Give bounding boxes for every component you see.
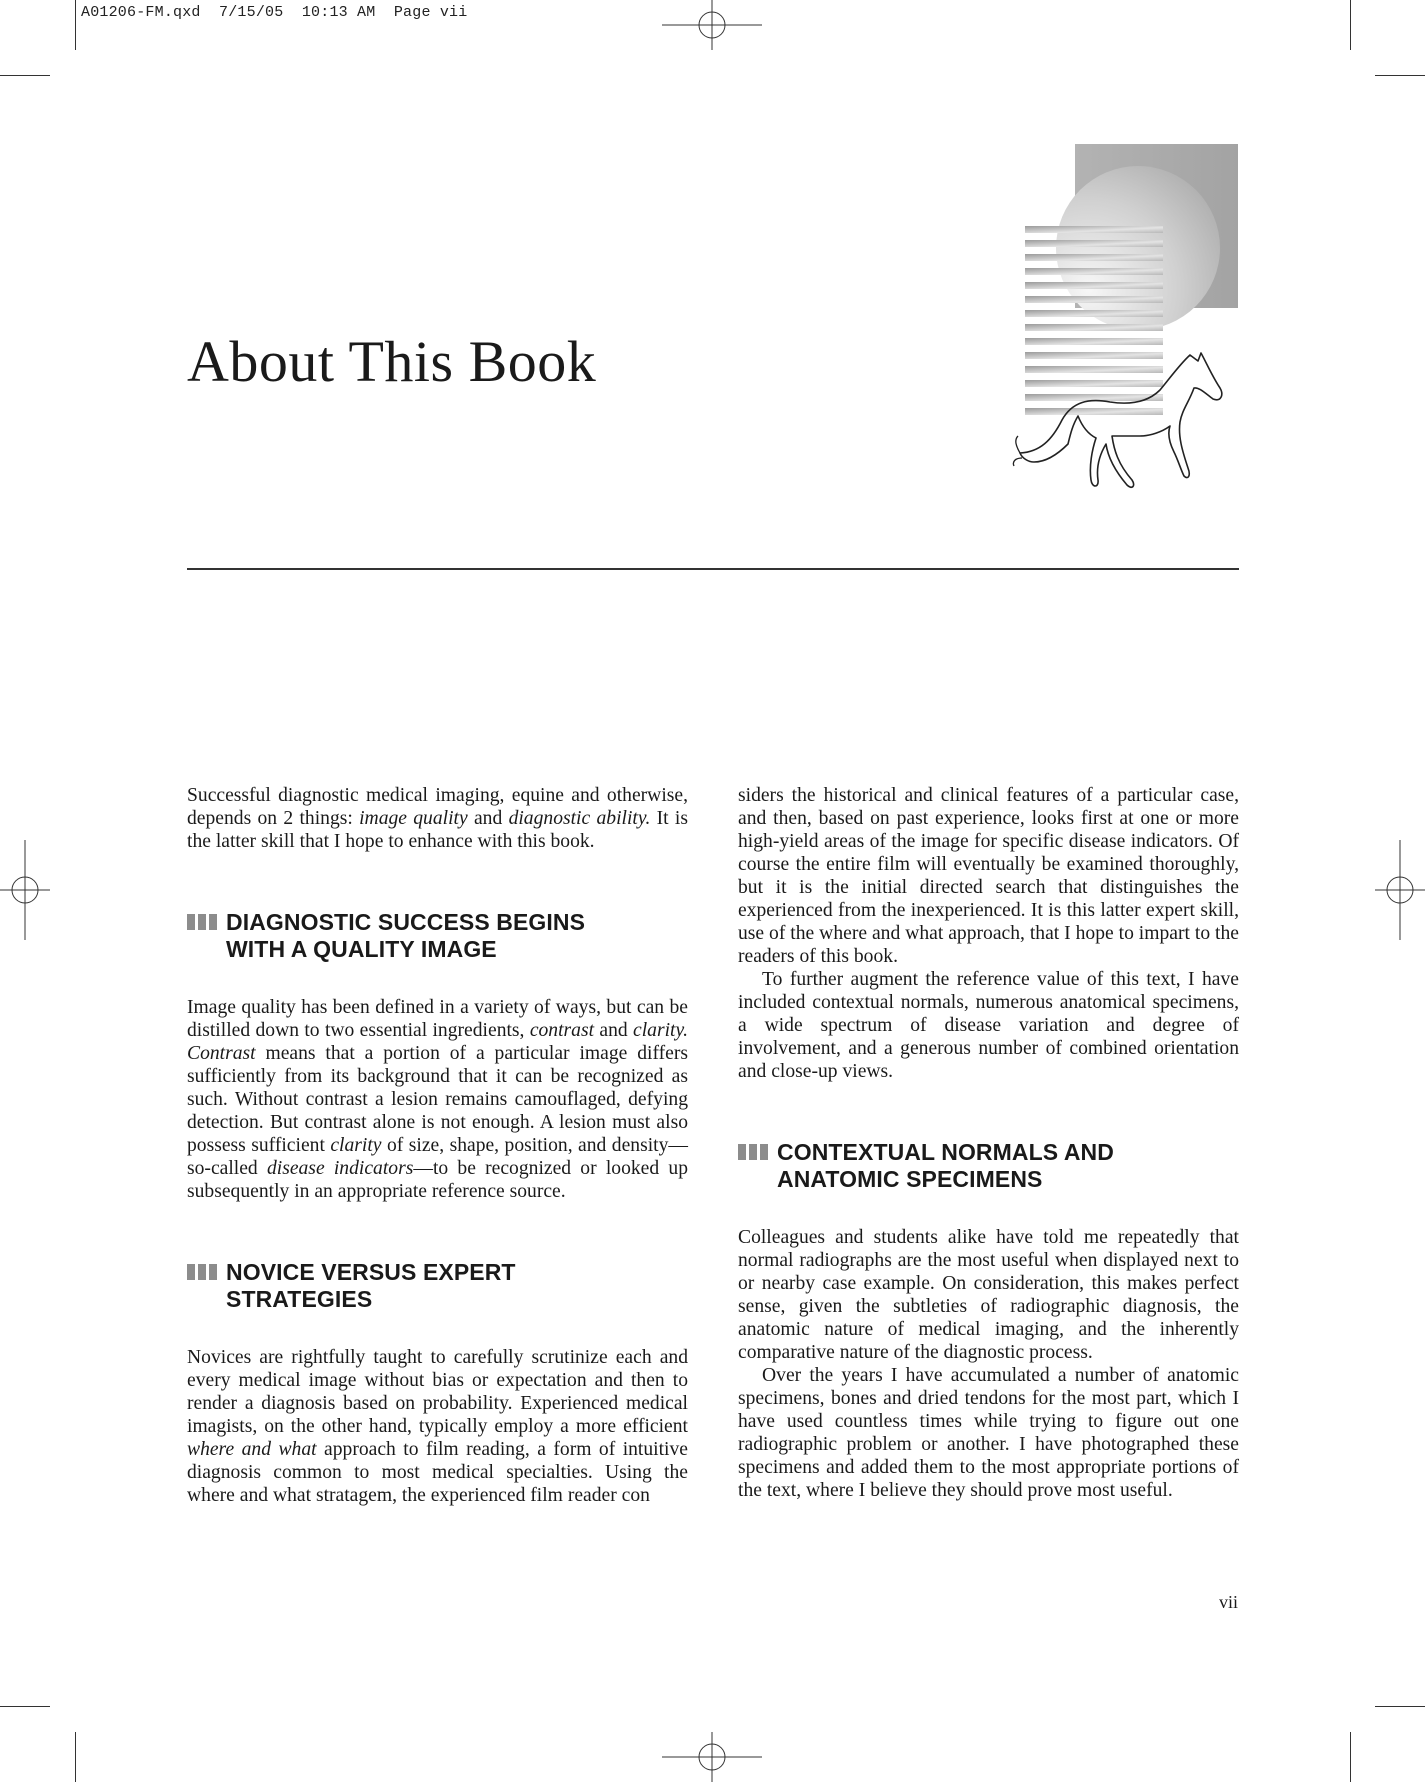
registration-mark-left-icon <box>0 840 50 940</box>
crop-mark-bottom-left-v <box>75 1732 76 1782</box>
intro-paragraph: Successful diagnostic medical imaging, equine and otherwise, depends on 2 things: image quality and diagnostic ability. It is the latter skill that I hope to enhance with this book. <box>187 785 688 852</box>
paragraph-colleagues: Colleagues and students alike have told me repeatedly that normal radiographs are the most useful when displayed next to or nearby case example. On consideration, this makes perfect sense, given the subtleties of radiographic diagnosis, the anatomic nature of medical imaging, and the inherently comparative nature of the diagnostic process. <box>738 1227 1239 1363</box>
heading-bullet-icon <box>187 914 217 930</box>
page-title: About This Book <box>187 329 597 394</box>
crop-mark-top-left-h <box>0 75 50 76</box>
paragraph-reference-value: To further augment the reference value of this text, I have included contextual normals, numerous anatomical specimens, a wide spectrum of disease variation and degree of involvement, and a generous number of combined orientation and close-up views. <box>738 969 1239 1082</box>
paragraph-specimens: Over the years I have accumulated a number of anatomic specimens, bones and dried tendons for the most part, which I have used countless times while trying to figure out one radiographic problem or another. I have photographed these specimens and added them to the most appropriate portions of the text, where I believe they should prove most useful. <box>738 1365 1239 1501</box>
registration-mark-bottom-icon <box>662 1732 762 1782</box>
section-heading-contextual-normals: CONTEXTUAL NORMALS AND ANATOMIC SPECIMENS <box>738 1139 1239 1193</box>
title-rule <box>187 568 1239 570</box>
crop-mark-top-right-h <box>1375 75 1425 76</box>
paragraph-novices-continued: siders the historical and clinical features of a particular case, and then, based on past experience, looks first at one or more high-yield areas of the image for specific disease indicators. Of course the entire film will eventually be examined thoroughly, but it is the initial directed search that distinguishes the experienced from the inexperienced. It is this latter expert skill, use of the where and what approach, that I hope to impart to the readers of this book. <box>738 785 1239 967</box>
printer-slug: A01206-FM.qxd 7/15/05 10:13 AM Page vii <box>81 4 468 21</box>
section-heading-novice-expert: NOVICE VERSUS EXPERT STRATEGIES <box>187 1259 688 1313</box>
section-heading-diagnostic-success: DIAGNOSTIC SUCCESS BEGINS WITH A QUALITY IMAGE <box>187 909 688 963</box>
crop-mark-bottom-right-h <box>1375 1706 1425 1707</box>
heading-bullet-icon <box>187 1264 217 1280</box>
emphasis-image-quality: image quality <box>359 808 468 829</box>
registration-mark-right-icon <box>1375 840 1425 940</box>
right-column <box>738 784 1239 1502</box>
crop-mark-top-left-v <box>75 0 76 50</box>
emphasis-diagnostic-ability: diagnostic ability. <box>508 808 651 829</box>
crop-mark-bottom-right-v <box>1350 1732 1351 1782</box>
horse-gradient-emblem-icon <box>1000 140 1250 540</box>
crop-mark-top-right-v <box>1350 0 1351 50</box>
paragraph-novices: Novices are rightfully taught to carefully scrutinize each and every medical image without bias or expectation and then to render a diagnosis based on probability. Experienced medical imagists, on the other hand, typically employ a more efficient where and what approach to film reading, a form of intuitive diagnosis common to most medical specialties. Using the where and what stratagem, the experienced film reader con <box>187 1347 688 1506</box>
page-number: vii <box>1219 1592 1239 1612</box>
heading-bullet-icon <box>738 1144 768 1160</box>
crop-mark-bottom-left-h <box>0 1706 50 1707</box>
left-column <box>187 784 688 1507</box>
paragraph-image-quality: Image quality has been defined in a variety of ways, but can be distilled down to two essential ingredients, contrast and clarity. Contrast means that a portion of a particular image differs sufficiently from its background that it can be recognized as such. Without contrast a lesion remains camouflaged, defying detection. But contrast alone is not enough. A lesion must also possess sufficient clarity of size, shape, position, and density—so-called disease indicators—to be recognized or looked up subsequently in an appropriate reference source. <box>187 997 689 1202</box>
registration-mark-top-icon <box>662 0 762 50</box>
